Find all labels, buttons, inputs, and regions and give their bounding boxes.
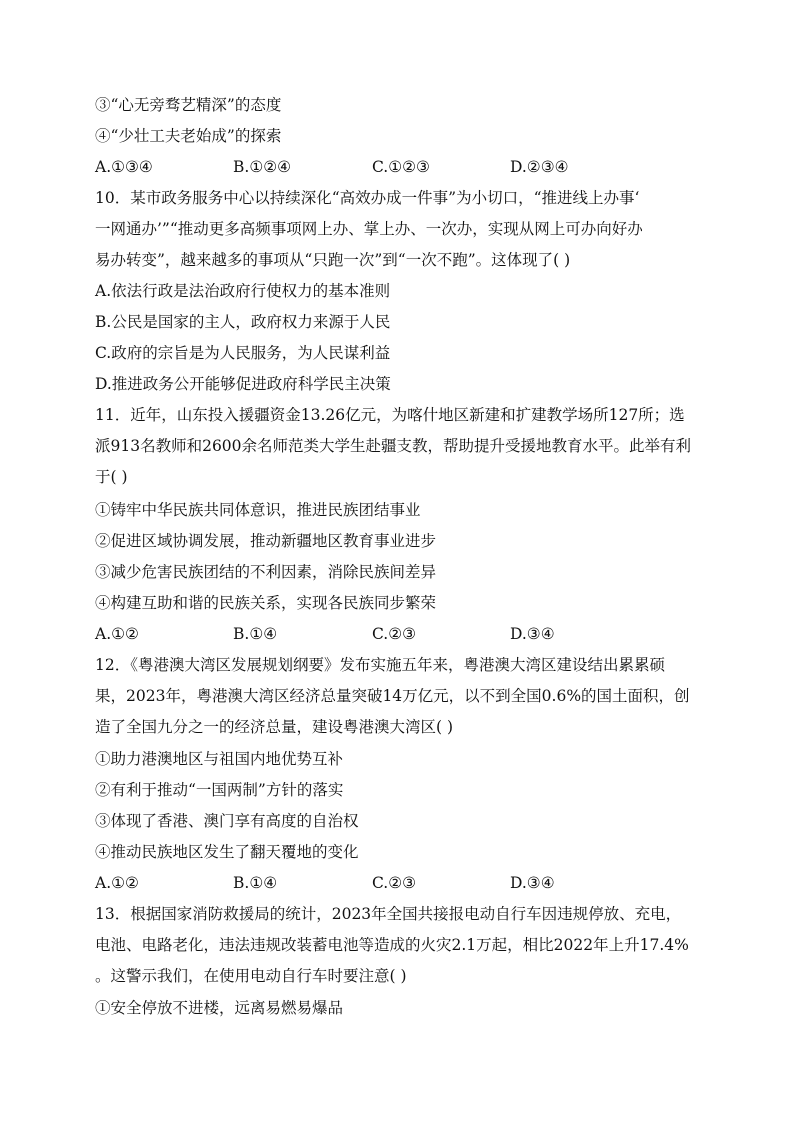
q11-stem-line-1: 11．近年，山东投入援疆资金13.26亿元，为喀什地区新建和扩建教学场所127所；选 — [95, 406, 685, 424]
q12-item-4: ④推动民族地区发生了翻天覆地的变化 — [95, 843, 359, 861]
q12-item-3: ③体现了香港、澳门享有高度的自治权 — [95, 812, 359, 830]
q10-choice-c: C.政府的宗旨是为人民服务，为人民谋利益 — [95, 344, 391, 362]
q9-option-b: B.①②④ — [233, 158, 292, 176]
q10-choice-a: A.依法行政是法治政府行使权力的基本准则 — [95, 282, 391, 300]
q9-option-a: A.①③④ — [95, 158, 153, 176]
q9-item-3: ③“心无旁骛艺精深”的态度 — [95, 96, 282, 114]
q13-stem-line-1: 13．根据国家消防救援局的统计，2023年全国共接报电动自行车因违规停放、充电， — [95, 905, 682, 923]
q12-option-c: C.②③ — [372, 874, 417, 892]
q11-item-2: ②促进区域协调发展，推动新疆地区教育事业进步 — [95, 532, 437, 550]
q12-stem-line-1: 12．《粤港澳大湾区发展规划纲要》发布实施五年来，粤港澳大湾区建设结出累累硕 — [95, 656, 665, 674]
q12-option-a: A.①② — [95, 874, 139, 892]
q11-option-b: B.①④ — [233, 625, 278, 643]
q11-stem-line-3: 于( ) — [95, 468, 128, 486]
q9-option-c: C.①②③ — [372, 158, 430, 176]
q12-stem-line-2: 果，2023年，粤港澳大湾区经济总量突破14万亿元，以不到全国0.6%的国土面积，创 — [95, 687, 690, 705]
q11-item-4: ④构建互助和谐的民族关系，实现各民族同步繁荣 — [95, 594, 437, 612]
q10-choice-b: B.公民是国家的主人，政府权力来源于人民 — [95, 313, 391, 331]
q10-stem-line-3: 易办转变”，越来越多的事项从“只跑一次”到“一次不跑”。这体现了( ) — [95, 251, 571, 269]
q12-option-b: B.①④ — [233, 874, 278, 892]
q11-item-3: ③减少危害民族团结的不利因素，消除民族间差异 — [95, 563, 437, 581]
q13-stem-line-3: 。这警示我们，在使用电动自行车时要注意( ) — [95, 967, 407, 985]
q10-stem-line-2: 一网通办’”“推动更多高频事项网上办、掌上办、一次办，实现从网上可办向好办 — [95, 220, 643, 238]
q9-option-d: D.②③④ — [510, 158, 569, 176]
q11-stem-line-2: 派913名教师和2600余名师范类大学生赴疆支教，帮助提升受援地教育水平。此举有利 — [95, 437, 692, 455]
q10-stem-line-1: 10．某市政务服务中心以持续深化“高效办成一件事”为小切口，“推进线上办事‘ — [95, 189, 640, 207]
q12-stem-line-3: 造了全国九分之一的经济总量，建设粤港澳大湾区( ) — [95, 718, 454, 736]
q11-option-a: A.①② — [95, 625, 139, 643]
q9-item-4: ④“少壮工夫老始成”的探索 — [95, 127, 282, 145]
q11-item-1: ①铸牢中华民族共同体意识，推进民族团结事业 — [95, 501, 421, 519]
q13-item-1: ①安全停放不进楼，远离易燃易爆品 — [95, 999, 344, 1017]
q11-option-c: C.②③ — [372, 625, 417, 643]
q12-item-1: ①助力港澳地区与祖国内地优势互补 — [95, 750, 344, 768]
q12-item-2: ②有利于推动“一国两制”方针的落实 — [95, 781, 344, 799]
q10-choice-d: D.推进政务公开能够促进政府科学民主决策 — [95, 375, 391, 393]
q11-option-d: D.③④ — [510, 625, 555, 643]
q13-stem-line-2: 电池、电路老化，违法违规改装蓄电池等造成的火灾2.1万起，相比2022年上升17.4% — [95, 936, 689, 954]
q12-option-d: D.③④ — [510, 874, 555, 892]
